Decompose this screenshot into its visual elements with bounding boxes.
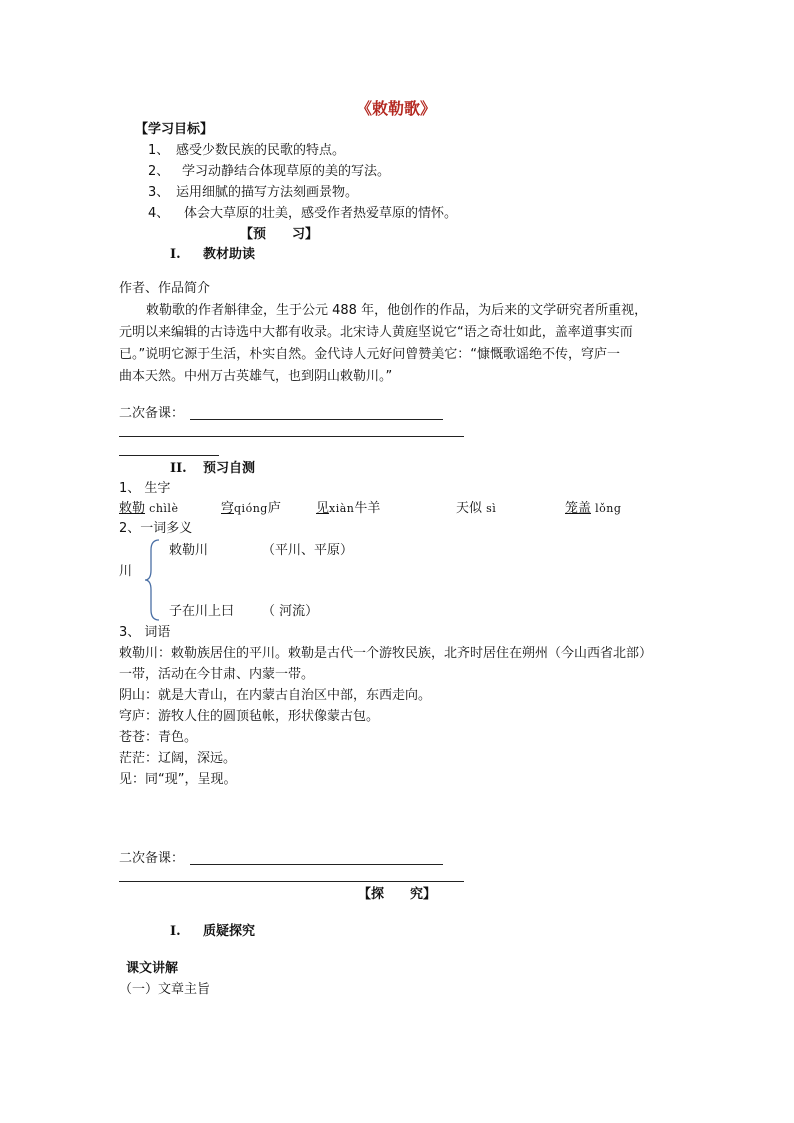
q1-word-2 xyxy=(221,500,281,518)
q3-line-7: 见：同“现”，呈现。 xyxy=(119,772,237,787)
page-title: 《敕勒歌》 xyxy=(356,99,437,118)
goal-item-3-text: 运用细腻的描写方法刻画景物。 xyxy=(176,185,359,200)
intro-heading: 作者、作品简介 xyxy=(119,281,211,296)
review-blank-line xyxy=(119,881,464,882)
preview-section-2-title: 预习自测 xyxy=(203,461,256,476)
q1-word-after: 庐 xyxy=(267,501,281,516)
q2-meaning-2: （ 河流） xyxy=(262,604,319,619)
explore-section-1-num: I. xyxy=(170,924,181,939)
goal-item-1-num: 1、 xyxy=(148,143,170,158)
q3-line-5: 苍苍：青色。 xyxy=(119,730,198,745)
review-label-2: 二次备课： xyxy=(119,851,185,866)
preview-section-1-num: I. xyxy=(170,247,181,262)
q1-pinyin: lǒng xyxy=(595,502,622,515)
intro-line-3: 已。”说明它源于生活，朴实自然。金代诗人元好问曾赞美它：“慷慨歌谣绝不传，穹庐一 xyxy=(119,347,620,362)
review-blank-line xyxy=(119,455,219,456)
review-blank-line xyxy=(190,864,443,865)
q3-line-6: 茫茫：辽阔，深远。 xyxy=(119,751,237,766)
explore-section-1-title: 质疑探究 xyxy=(203,924,256,939)
intro-line-1: 敕勒歌的作者斛律金，生于公元 488 年，他创作的作品，为后来的文学研究者所重视， xyxy=(146,303,648,318)
q1-word-4 xyxy=(456,500,496,518)
q1-word-5 xyxy=(565,500,621,518)
q1-pinyin: sì xyxy=(486,502,497,515)
q2-label: 2、一词多义 xyxy=(119,521,193,536)
goal-item-3-num: 3、 xyxy=(148,185,170,200)
q3-line-1: 敕勒川：敕勒族居住的平川。敕勒是古代一个游牧民族，北齐时居住在朔州（今山西省北部） xyxy=(119,646,653,661)
q3-label: 3、 词语 xyxy=(119,625,171,640)
q1-pinyin: qióng xyxy=(234,502,268,515)
q1-word-after: 牛羊 xyxy=(354,501,381,516)
q1-word: 笼盖 xyxy=(565,501,592,516)
goal-item-2-text: 学习动静结合体现草原的美的写法。 xyxy=(182,164,391,179)
brace-symbol xyxy=(143,538,163,622)
q1-word-3 xyxy=(316,500,380,518)
goals-heading: 【学习目标】 xyxy=(135,122,214,137)
q3-line-3: 阴山：就是大青山，在内蒙古自治区中部，东西走向。 xyxy=(119,688,432,703)
intro-line-4: 曲本天然。中州万古英雄气，也到阴山敕勒川。” xyxy=(119,369,393,384)
review-label-1: 二次备课： xyxy=(119,406,185,421)
q1-word: 见 xyxy=(316,501,330,516)
sub-heading: （一）文章主旨 xyxy=(119,982,211,997)
q1-word: 天似 xyxy=(456,501,483,516)
q3-line-4: 穹庐：游牧人住的圆顶毡帐，形状像蒙古包。 xyxy=(119,709,380,724)
q2-meaning-1: （平川、平原） xyxy=(262,543,354,558)
preview-heading: 【预 习】 xyxy=(240,227,319,242)
goal-item-4-text: 体会大草原的壮美，感受作者热爱草原的情怀。 xyxy=(184,206,458,221)
q2-phrase-1: 敕勒川 xyxy=(169,543,209,558)
explore-heading: 【探 究】 xyxy=(358,887,437,902)
goal-item-2-num: 2、 xyxy=(148,164,170,179)
review-blank-line xyxy=(119,436,464,437)
q1-label: 1、 生字 xyxy=(119,481,171,496)
goal-item-4-num: 4、 xyxy=(148,206,170,221)
intro-line-2: 元明以来编辑的古诗选中大都有收录。北宋诗人黄庭坚说它“语之奇壮如此，盖率道事实而 xyxy=(119,325,633,340)
preview-section-2-num: II. xyxy=(170,461,187,476)
goal-item-1-text: 感受少数民族的民歌的特点。 xyxy=(176,143,346,158)
preview-section-1-title: 教材助读 xyxy=(203,247,256,262)
q1-word-1 xyxy=(119,500,178,518)
q1-pinyin: xiàn xyxy=(329,502,355,515)
q1-word: 穹 xyxy=(221,501,235,516)
q3-line-2: 一带，活动在今甘肃、内蒙一带。 xyxy=(119,667,315,682)
q2-char: 川 xyxy=(119,564,133,579)
q1-pinyin: chìlè xyxy=(149,502,179,515)
q1-word: 敕勒 xyxy=(119,501,146,516)
lesson-heading: 课文讲解 xyxy=(126,961,179,976)
review-blank-line xyxy=(190,419,443,420)
q2-phrase-2: 子在川上曰 xyxy=(169,604,235,619)
